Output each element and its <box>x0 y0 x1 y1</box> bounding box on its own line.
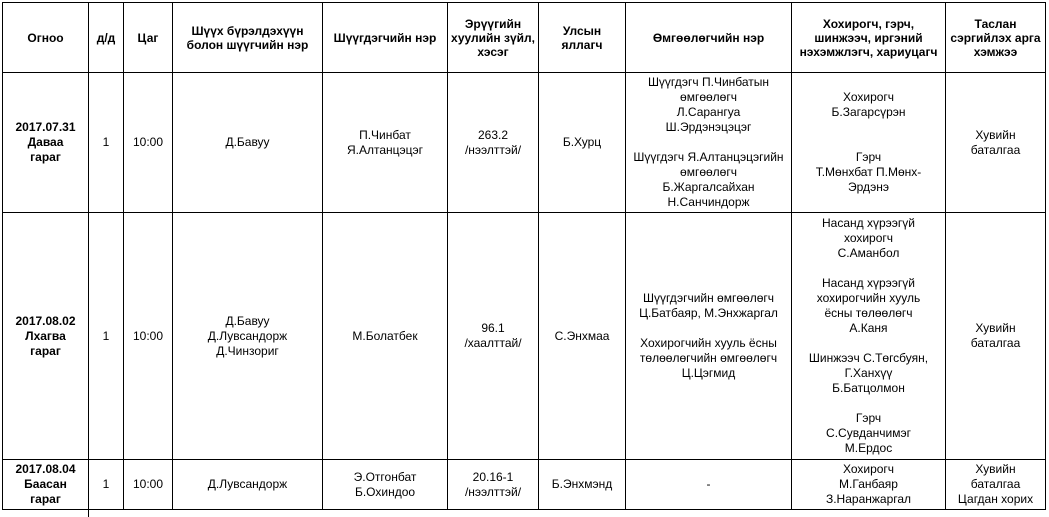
cell-judges: Д.Бавуу <box>173 73 323 213</box>
cell-defendants: Э.Отгонбат Б.Охиндоо <box>323 460 448 510</box>
cell-lawyers: - <box>626 460 792 510</box>
cell-measure: Хувийн баталгаа <box>946 213 1046 460</box>
cell-lawyers: Шүүгдэгчийн өмгөөлөгч Ц.Батбаяр, М.Энхжаргал Хохирогчийн хууль ёсны төлөөлөгчийн өмгөөлөгч Ц.Цэгмид <box>626 213 792 460</box>
cell-date: 2017.08.02 Лхагва гараг <box>3 213 89 460</box>
cell-participants: Хохирогч М.Ганбаяр З.Наранжаргал <box>792 460 946 510</box>
cell-date: 2017.08.04 Баасан гараг <box>3 460 89 510</box>
table-row <box>3 213 1046 460</box>
header-time: Цаг <box>124 3 173 73</box>
cell-date: 2017.07.31 Даваа гараг <box>3 73 89 213</box>
header-date: Огноо <box>3 3 89 73</box>
cell-lawyers: Шүүгдэгч П.Чинбатын өмгөөлөгч Л.Сарангуа Ш.Эрдэнэцэцэг Шүүгдэгч Я.Алтанцэцэгийн өмгөөлөгч Б.Жаргалсайхан Н.Санчиндорж <box>626 73 792 213</box>
cell-number: 1 <box>89 460 124 510</box>
header-row <box>3 3 1046 73</box>
cell-time: 10:00 <box>124 460 173 510</box>
cell-measure: Хувийн баталгаа <box>946 73 1046 213</box>
cell-time: 10:00 <box>124 73 173 213</box>
cell-judges: Д.Бавуу Д.Лувсандорж Д.Чинзориг <box>173 213 323 460</box>
cell-participants: Насанд хүрээгүй хохирогч С.Аманбол Насанд хүрээгүй хохирогчийн хууль ёсны төлөөлөгч А.Каня Шинжээч С.Төгсбуян, Г.Ханхүү Б.Батцолмон Гэрч С.Сувданчимэг М.Ердос <box>792 213 946 460</box>
table-row <box>3 73 1046 213</box>
header-article: Эрүүгийн хуулийн зүйл, хэсэг <box>448 3 539 73</box>
header-prosecutor: Улсын яллагч <box>539 3 626 73</box>
cell-time: 10:00 <box>124 213 173 460</box>
cell-article: 20.16-1 /нээлттэй/ <box>448 460 539 510</box>
cell-prosecutor: Б.Хурц <box>539 73 626 213</box>
cell-measure: Хувийн баталгаа Цагдан хорих <box>946 460 1046 510</box>
cell-prosecutor: Б.Энхмэнд <box>539 460 626 510</box>
cell-number: 1 <box>89 213 124 460</box>
table-row <box>3 460 1046 510</box>
cell-prosecutor: С.Энхмаа <box>539 213 626 460</box>
header-number: д/д <box>89 3 124 73</box>
header-judges: Шүүх бүрэлдэхүүн болон шүүгчийн нэр <box>173 3 323 73</box>
text-cursor-mark <box>88 509 89 517</box>
cell-article: 263.2 /нээлттэй/ <box>448 73 539 213</box>
header-lawyers: Өмгөөлөгчийн нэр <box>626 3 792 73</box>
cell-judges: Д.Лувсандорж <box>173 460 323 510</box>
court-schedule-table <box>2 2 1046 510</box>
cell-defendants: М.Болатбек <box>323 213 448 460</box>
cell-participants: Хохирогч Б.Загарсүрэн Гэрч Т.Мөнхбат П.Мөнх- Эрдэнэ <box>792 73 946 213</box>
cell-article: 96.1 /хаалттай/ <box>448 213 539 460</box>
header-defendants: Шүүгдэгчийн нэр <box>323 3 448 73</box>
header-participants: Хохирогч, гэрч, шинжээч, иргэний нэхэмжлэгч, хариуцагч <box>792 3 946 73</box>
cell-defendants: П.Чинбат Я.Алтанцэцэг <box>323 73 448 213</box>
cell-number: 1 <box>89 73 124 213</box>
header-measure: Таслан сэргийлэх арга хэмжээ <box>946 3 1046 73</box>
